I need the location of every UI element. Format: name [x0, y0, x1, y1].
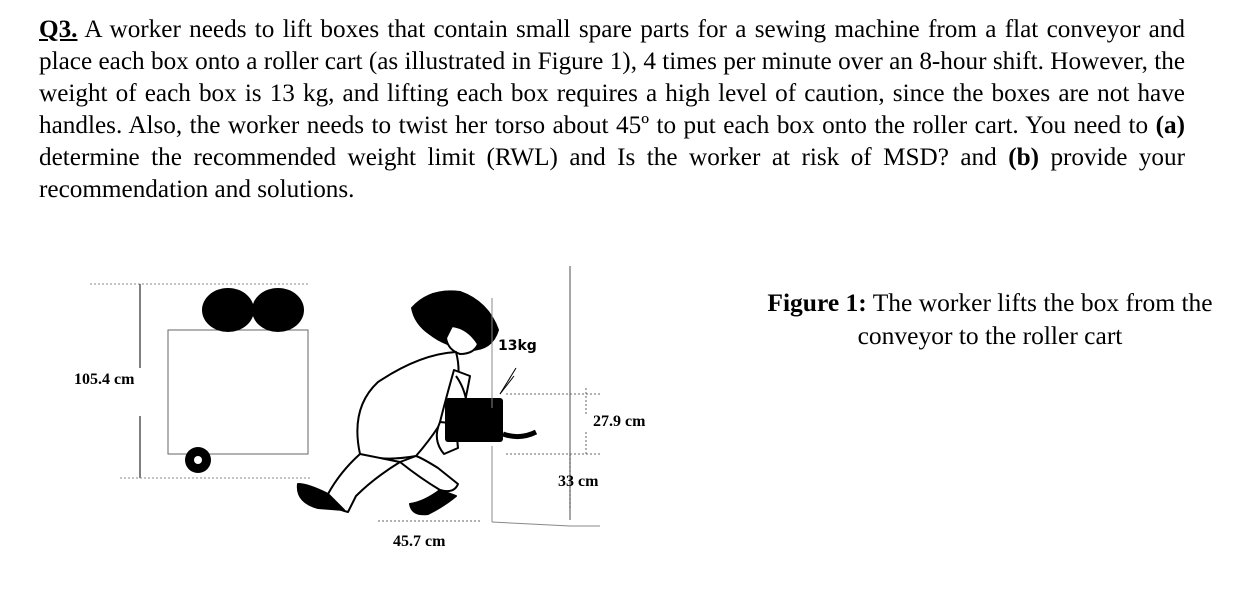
question-body-2: determine the recommended weight limit (RWL) and Is the worker at risk of MSD? and: [39, 144, 1009, 171]
question-body-1: A worker needs to lift boxes that contain small spare parts for a sewing machine from a flat conveyor and place each box onto a roller cart (as illustrated in Figure 1), 4 times per minute over an 8-hour shift. However, the weight of each box is 13 kg, and lifting each box requires a high level of caution, since the boxes are not have handles. Also, the worker needs to twist her torso about 45º to put each box onto the roller cart. You need to: [39, 16, 1185, 139]
label-vertical-distance: 27.9 cm: [593, 413, 646, 430]
label-foot-distance: 45.7 cm: [393, 533, 446, 550]
part-b-label: (b): [1008, 144, 1039, 171]
box: [445, 398, 536, 442]
label-weight: 13kg: [498, 338, 537, 354]
cart-wheel-top-right: [252, 288, 304, 332]
question-body-3: provide your recommendation and solutions.: [39, 144, 1186, 203]
cart-wheel-top-left: [202, 288, 254, 332]
figure-illustration: [60, 258, 700, 608]
label-height: 105.4 cm: [74, 371, 135, 388]
question-text: [39, 14, 1185, 206]
question-number: Q3.: [39, 16, 78, 43]
caption-text: The worker lifts the box from the conveyor to the roller cart: [857, 288, 1213, 350]
caption-label: Figure 1:: [767, 288, 867, 317]
label-horizontal-distance: 33 cm: [558, 473, 599, 490]
part-a-label: (a): [1155, 112, 1185, 139]
figure-caption: [752, 286, 1228, 352]
